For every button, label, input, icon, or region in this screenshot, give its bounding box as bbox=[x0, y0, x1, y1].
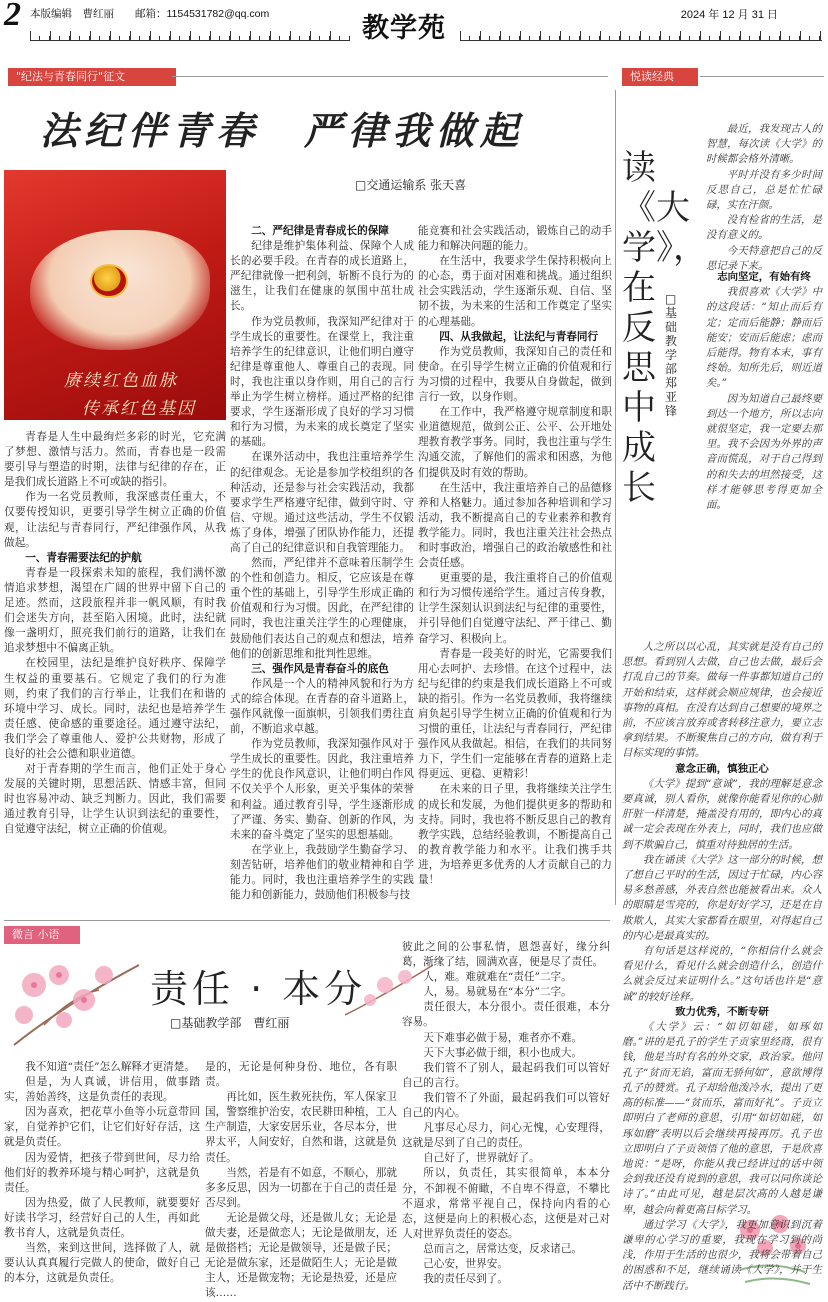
paragraph: 但是，为人真诚，讲信用，做事踏实，善始善终，这是负责任的表现。 bbox=[4, 1076, 200, 1104]
subheading: 志向坚定，有始有终 bbox=[717, 271, 811, 283]
paragraph: 因为知道自己最终要到达一个地方，所以志向就很坚定，我一定要去那里。我不会因为外界的声音而慌乱，对于自己得到的和失去的坦然接受，这样才能够思考得更加全面。 bbox=[706, 392, 822, 512]
red-hands-photo bbox=[4, 170, 226, 420]
short-essay-byline: □基础教学部 曹红丽 bbox=[170, 1016, 290, 1030]
issue-date: 2024 年 12 月 31 日 bbox=[680, 9, 778, 21]
paragraph: 因为喜欢，把花草小鱼等小玩意带回家，自觉养护它们，让它们好好存活，这就是负责任。 bbox=[4, 1106, 200, 1149]
paragraph: 青春是一段美好的时光，它需要我们用心去呵护、去珍惜。在这个过程中，法纪与纪律的约束是我们成长道路上不可或缺的指引。作为一名党员教师，我将继续肩负起引导学生树立正确的价值观和行为习惯的重任，让法纪与青春同行，严纪律强作风从我做起。相信，在我们的共同努力下，学生们一定能够在青春的道路上走得更远、更稳、更精彩！ bbox=[418, 647, 612, 781]
header-ruler-right-minor bbox=[460, 36, 822, 40]
article-headline: 法纪伴青春 严律我做起 bbox=[40, 108, 525, 153]
editor-info: 本版编辑 曹红丽 邮箱：1154531782@qq.com bbox=[30, 8, 270, 20]
paragraph: 在学业上，我鼓励学生勤奋学习、刻苦钻研，培养他们的敬业精神和自学能力。同时，我也注重培养学生的实践能力和创新能力，鼓励他们积极参与技 bbox=[230, 843, 414, 902]
paragraph: 更重要的是，我注重将自己的价值观和行为习惯传递给学生。通过言传身教，让学生深刻认识到法纪与纪律的重要性，并引导他们自觉遵守法纪、严于律己、勤奋学习、积极向上。 bbox=[418, 572, 612, 645]
paragraph: 作为党员教师，我深知严纪律对于学生成长的重要性。在课堂上，我注重培养学生的纪律意识，让他们明白遵守纪律是尊重他人、尊重自己的表现。同时，我也注重以身作则，用自己的言行举止为学生树立榜样。通过严格的纪律要求，学生逐渐形成了良好的学习习惯和行为习惯，为未来的成长奠定了坚实的基础。 bbox=[230, 315, 414, 449]
paragraph: 我不知道“责任”怎么解释才更清楚。 bbox=[25, 1061, 195, 1073]
subheading: 一、青春需要法纪的护航 bbox=[25, 551, 142, 564]
reading-column-top bbox=[706, 122, 822, 274]
article-byline: □交通运输系 张天喜 bbox=[355, 178, 467, 192]
subheading: 意念正确，慎独正心 bbox=[675, 762, 769, 775]
paragraph: 因为爱情，把孩子带到世间，尽力给他们好的教养环境与精心呵护，这就是负责任。 bbox=[4, 1151, 200, 1194]
reading-column-full bbox=[622, 640, 822, 1294]
paragraph: 我们管不了外面，最起码我们可以管好自己的内心。 bbox=[402, 1091, 610, 1120]
paragraph: 《大学》提到“意诚”，我的理解是意念要真诚，别人看你，就像你能看见你的心肺肝脏一样清楚，掩盖没有用的，即内心的真诚一定会表现在外表上，同时，我们也应做到不欺骗自己，慎重对待独居的生活。 bbox=[622, 777, 822, 851]
paragraph: 在课外活动中，我也注重培养学生的纪律观念。无论是参加学校组织的各种活动，还是参与社会实践活动，我都要求学生严格遵守纪律，做到守时、守信、守规。通过这些活动，学生不仅锻炼了身体，增强了团队协作能力，还提高了自己的纪律意识和自我管理能力。 bbox=[230, 451, 414, 554]
paragraph: 对于青春期的学生而言，他们正处于身心发展的关键时期，思想活跃、情感丰富，但同时也容易冲动、缺乏判断力。因此，我们需要通过教育引导，让学生认识到法纪的重要性，自觉遵守法纪，树立正确的价值观。 bbox=[4, 763, 226, 836]
paragraph: 今天特意把自己的反思记录下来。 bbox=[706, 244, 822, 272]
paragraph: 人，难。难就难在“责任”二字。 bbox=[423, 971, 572, 984]
reading-article-title: 读《大学》，在反思中成长 bbox=[622, 148, 707, 508]
paragraph: 作为党员教师，我深知自己的责任和使命。在引导学生树立正确的价值观和行为习惯的过程中，我要从自身做起，做到言行一致，以身作则。 bbox=[418, 345, 612, 404]
paragraph: 所以，负责任，其实很简单，本本分分，不卸视不俯瞰，不自卑不得意，不攀比不逼求，常常平视自己，保持向内看的心态，这便是向上的积极心态，这便是对己对人对世界负责任的姿态。 bbox=[402, 1167, 610, 1240]
paragraph: 当然，来到这世间，选择做了人，就要认认真真履行完做人的使命，做好自己的本分，这就是负责任。 bbox=[4, 1242, 200, 1285]
paragraph: 人之所以以心乱，其实就是没有自己的思想。看到别人去做，自己也去做，最后会打乱自己的节奏。做每一件事都知道自己的开始和结束，这样就会顺应规律，也会接近事物的真相。在没有达到自己想要的境界之前，不应该言放弃或者转移注意力，要立志拿到结果。不断聚焦自己的方向，做有利于目标实现的事情。 bbox=[622, 641, 822, 760]
paragraph: 作为党员教师，我深知强作风对于学生成长的重要性。因此，我注重培养学生的优良作风意识，让他们明白作风不仅关乎个人形象，更关乎集体的荣誉和利益。通过教育引导，学生逐渐形成了严谨、务实、勤奋、创新的作风，为未来的奋斗奠定了坚实的思想基础。 bbox=[230, 738, 414, 841]
paragraph: 作风是一个人的精神风貌和行为方式的综合体现。在青春的奋斗道路上，强作风就像一面旗帜，引领我们勇往直前，不断追求卓越。 bbox=[230, 677, 414, 736]
paragraph: 彼此之间的公事私情，恩怨喜好，缘分纠葛，渐缘了结，圆满欢喜，便是尽了责任。 bbox=[402, 941, 610, 969]
paragraph: 《大学》云：“如切如磋，如琢如磨。”讲的是孔子的学生子贡家里经商，很有钱，他是当时有名的外交家，政治家。他问孔子“贫而无谄，富而无骄何如”，意欲博得孔子的赞赏。孔子却给他泼冷水，提出了更高的标准——“贫而乐，富而好礼”。子贡立即明白了老师的意思，引用“如切如磋，如琢如磨”表明以后会继续再接再厉。孔子也立即明白了子贡领悟了他的意思，于是欣喜地说：“是呀，你能从我已经讲过的话中领会到我还没有说到的意思，我可以同你谈论诗了。”由此可见，越是层次高的人越是谦卑，越会向着更高目标学习。 bbox=[622, 1021, 822, 1216]
tag-rule-right bbox=[700, 76, 824, 77]
short-essay-title: 责任 · 本分 bbox=[150, 967, 367, 1011]
paragraph: 人，易。易就易在“本分”二字。 bbox=[423, 986, 572, 999]
paragraph: 总而言之，居常达变，反求诸己。 bbox=[423, 1242, 583, 1255]
paragraph: 责任很大，本分很小。责任很难，本分容易。 bbox=[402, 1001, 610, 1029]
paragraph: 天下难事必做于易，难者亦不难。 bbox=[423, 1031, 583, 1044]
section-title: 教学苑 bbox=[362, 13, 446, 44]
section-tag-essay: "纪法与青春同行"征文 bbox=[8, 68, 176, 86]
paragraph: 青春是一段探索未知的旅程，我们满怀激情追求梦想，渴望在广阔的世界中留下自己的足迹。然而，这段旅程并非一帆风顺，有时我们会迷失方向，甚至陷入困境。此时，法纪就像一盏明灯，照亮我们前行的道路，让我们在追求梦想中不偏离正轨。 bbox=[4, 566, 226, 655]
reading-article-byline: □基础教学部 郑亚锋 bbox=[665, 292, 690, 418]
peach-blossom-illustration bbox=[4, 945, 144, 1055]
paragraph: 凡事尽心尽力，问心无愧，心安理得，这就是尽到了自己的责任。 bbox=[402, 1122, 610, 1150]
paragraph: 再比如，医生救死扶伤，军人保家卫国，警察维护治安，农民耕田种植，工人生产制造，大家安居乐业，各尽本分，世界太平，人间安好，自然和谐，这就是负责任。 bbox=[205, 1091, 397, 1164]
paragraph: 我在诵读《大学》这一部分的时候，想了想自己平时的生活，因过于忙碌，内心容易多愁善感，外表自然也能被看出来。众人的眼睛是雪亮的，你是好好学习，还是在自欺欺人，其实大家都看在眼里，对得起自己的内心是最真实的。 bbox=[622, 853, 822, 942]
paragraph: 青春是人生中最绚烂多彩的时光，它充满了梦想、激情与活力。然而，青春也是一段需要引导与塑造的时期，法律与纪律的存在，正是我们成长道路上不可或缺的指引。 bbox=[4, 431, 226, 489]
paragraph: 在生活中，我要求学生保持积极向上的心态，勇于面对困难和挑战。通过组织社会实践活动，学生逐渐乐观、自信、坚韧不拔，为未来的生活和工作奠定了坚实的心理基础。 bbox=[418, 255, 612, 328]
paragraph: 当然，若是有不如意，不顺心，那就多多反思，因为一切都在于自己的责任是否尽到。 bbox=[205, 1166, 397, 1209]
column-divider bbox=[615, 90, 616, 905]
paragraph: 最近，我发现古人的智慧，每次读《大学》的时候都会格外清晰。 bbox=[706, 123, 822, 166]
paragraph: 通过学习《大学》，我更加意识到沉着谦卑的心学习的重要，我现在学习到的尚浅，作用于生活的也很少，我将会带着自己的困惑和不足，继续诵读《大学》，并于生活中不断践行。 bbox=[622, 1218, 822, 1292]
paragraph: 天下大事必做于细，积小也成大。 bbox=[423, 1046, 583, 1059]
tag-rule-left bbox=[172, 76, 608, 77]
paragraph: 在校园里，法纪是维护良好秩序、保障学生权益的重要基石。它规定了我们的行为准则，约束了我们的言行举止，让我们在和谐的环境中学习、成长。同时，法纪也是培养学生责任感、使命感的重要途径。通过遵守法纪，我们学会了尊重他人、爱护公共财物，形成了良好的社会公德和职业道德。 bbox=[4, 657, 226, 760]
paragraph: 己心安，世界安。 bbox=[423, 1257, 508, 1270]
section-tag-reading: 悦读经典 bbox=[622, 68, 698, 86]
paragraph: 我的责任尽到了。 bbox=[423, 1273, 508, 1286]
photo-caption-1: 赓续红色血脉 bbox=[64, 371, 178, 391]
paragraph: 自己好了，世界就好了。 bbox=[423, 1152, 540, 1165]
paragraph: 没有检省的生活，是没有意义的。 bbox=[706, 214, 822, 242]
paragraph: 平时并没有多少时间反思自己，总是忙忙碌碌，实在汗颜。 bbox=[706, 168, 822, 212]
subheading: 三、强作风是青春奋斗的底色 bbox=[251, 662, 389, 675]
paragraph: 在工作中，我严格遵守规章制度和职业道德规范，做到公正、公平、公开地处理教育教学事务。同时，我也注重与学生沟通交流，了解他们的需求和困惑，为他们提供及时有效的帮助。 bbox=[418, 406, 612, 479]
subheading: 二、严纪律是青春成长的保障 bbox=[251, 225, 389, 237]
party-badge-icon bbox=[90, 264, 128, 298]
reading-column-main bbox=[622, 270, 822, 513]
section-tag-essay-short: 微言 小语 bbox=[4, 926, 80, 944]
paragraph: 无论是做父母，还是做儿女；无论是做夫妻，还是做恋人；无论是做朋友，还是做搭档；无论是做领导，还是做子民；无论是做东家，还是做陌生人；无论是做主人，还是做宠物；无论是热爱，还是应该…… bbox=[205, 1211, 397, 1300]
essay-column-3 bbox=[402, 940, 610, 1287]
bottom-section-rule bbox=[4, 920, 610, 921]
header-ruler-left-minor bbox=[30, 36, 350, 40]
paragraph: 是的，无论是何种身份、地位，各有职责。 bbox=[205, 1061, 397, 1089]
subheading: 四、从我做起，让法纪与青春同行 bbox=[439, 330, 599, 343]
article1-column-2 bbox=[230, 224, 414, 903]
article1-column-3 bbox=[418, 224, 612, 888]
paragraph: 有句话是这样说的，“你相信什么就会看见什么，看见什么就会创造什么，创造什么就会反过来证明什么。”这句话也许是“意诚”的较好诠释。 bbox=[622, 945, 822, 1003]
paragraph: 然而，严纪律并不意味着压制学生的个性和创造力。相反，它应该是在尊重个性的基础上，引导学生形成正确的价值观和行为习惯。因此，在严纪律的同时，我也注重关注学生的心理健康，鼓励他们表达自己的观点和想法，培养他们的创新思维和批判性思维。 bbox=[230, 557, 414, 660]
paragraph: 能竞赛和社会实践活动，锻炼自己的动手能力和解决问题的能力。 bbox=[418, 225, 612, 253]
essay-column-2 bbox=[205, 1060, 397, 1302]
paragraph: 纪律是维护集体利益、保障个人成长的必要手段。在青春的成长道路上，严纪律就像一把利剑，斩断不良行为的滋生，让我们在健康的氛围中茁壮成长。 bbox=[230, 240, 414, 313]
paragraph: 因为热爱，做了人民教师，就要要好好读书学习，经营好自己的人生，再如此教书育人，这就是负责任。 bbox=[4, 1196, 200, 1240]
article1-column-1 bbox=[4, 430, 226, 838]
page-number: 2 bbox=[4, 0, 21, 33]
paragraph: 在未来的日子里，我将继续关注学生的成长和发展，为他们提供更多的帮助和支持。同时，我也将不断反思自己的教育教学实践，总结经验教训，不断提高自己的教育教学能力和水平。让我们携手共进，为培养更多优秀的人才贡献自己的力量！ bbox=[418, 783, 612, 887]
paragraph: 在生活中，我注重培养自己的品德修养和人格魅力。通过参加各种培训和学习活动，我不断提高自己的专业素养和教育教学能力。同时，我也注重关注社会热点和时事政治，增强自己的政治敏感性和社会责任感。 bbox=[418, 481, 612, 570]
essay-column-1 bbox=[4, 1060, 200, 1286]
subheading: 致力优秀，不断专研 bbox=[675, 1005, 769, 1018]
paragraph: 我们管不了别人，最起码我们可以管好自己的言行。 bbox=[402, 1061, 610, 1089]
photo-caption-2: 传承红色基因 bbox=[82, 399, 196, 419]
paragraph: 作为一名党员教师，我深感责任重大，不仅要传授知识，更要引导学生树立正确的价值观，让法纪与青春同行，严纪律强作风，从我做起。 bbox=[4, 491, 226, 549]
paragraph: 我很喜欢《大学》中的这段话：“知止而后有定；定而后能静；静而后能安；安而后能虑；虑而后能得。物有本末，事有终始。知所先后，则近道矣。” bbox=[706, 286, 822, 390]
